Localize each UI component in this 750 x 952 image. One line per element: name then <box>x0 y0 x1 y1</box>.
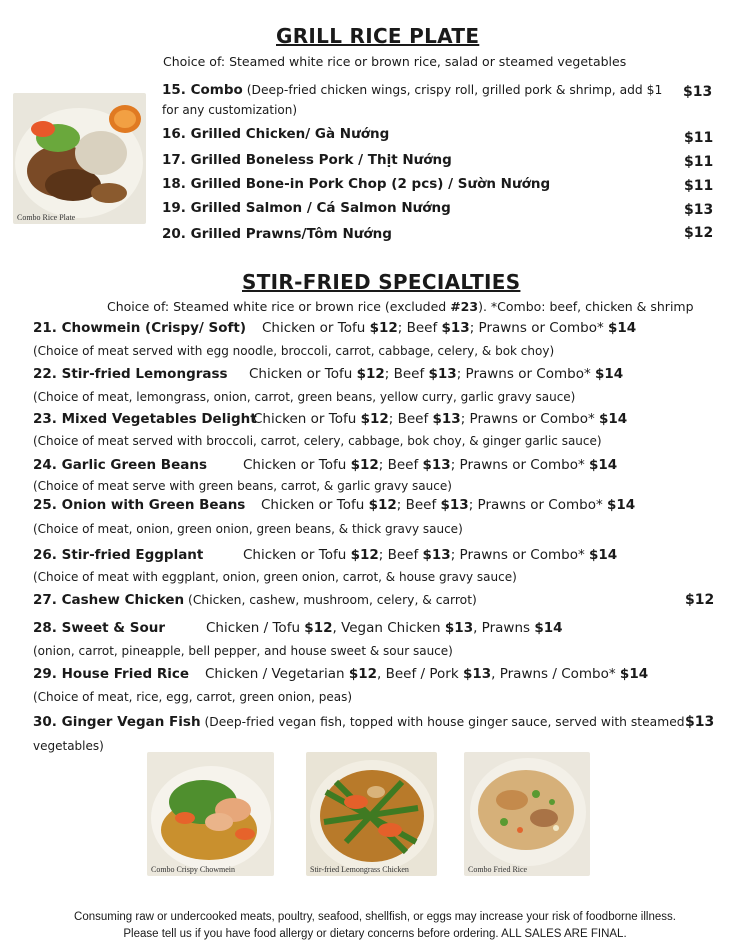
menu-item-30-name: 30. Ginger Vegan Fish <box>33 714 201 730</box>
price-c: $14 <box>589 547 618 563</box>
menu-item-17-name: 17. Grilled Boneless Pork / Thịt Nướng <box>162 152 452 168</box>
menu-item-27-price: $12 <box>685 592 715 608</box>
price-a: $12 <box>360 411 389 427</box>
menu-item-15-desc-cont: for any customization) <box>162 103 298 117</box>
price-a: $12 <box>369 320 398 336</box>
menu-item-22-options <box>249 366 623 382</box>
opt-b: , Vegan Chicken <box>332 620 445 636</box>
menu-item-29-name: 29. House Fried Rice <box>33 666 190 682</box>
menu-item-15 <box>162 82 662 98</box>
menu-item-27-name: 27. Cashew Chicken <box>33 592 185 608</box>
price-b: $13 <box>441 320 470 336</box>
menu-item-17-price: $11 <box>684 154 714 170</box>
price-c: $14 <box>599 411 628 427</box>
stirfry-choice-a: Choice of: Steamed white rice or brown rice (excluded <box>107 299 451 314</box>
menu-item-19-price: $13 <box>684 202 714 218</box>
grill-section-title: GRILL RICE PLATE <box>276 24 480 48</box>
opt-a: Chicken or Tofu <box>253 411 361 427</box>
price-a: $12 <box>350 457 379 473</box>
menu-item-28-desc: (onion, carrot, pineapple, bell pepper, and house sweet & sour sauce) <box>33 644 453 658</box>
opt-b: ; Beef <box>397 320 442 336</box>
menu-item-18-name: 18. Grilled Bone-in Pork Chop (2 pcs) / Sườn Nướng <box>162 176 551 192</box>
menu-item-25-desc: (Choice of meat, onion, green onion, green beans, & thick gravy sauce) <box>33 522 463 536</box>
photo-caption-1: Combo Crispy Chowmein <box>151 865 236 874</box>
menu-item-21-desc: (Choice of meat served with egg noodle, broccoli, carrot, cabbage, celery, & bok choy) <box>33 344 555 358</box>
opt-a: Chicken or Tofu <box>262 320 370 336</box>
price-b: $13 <box>444 620 474 636</box>
opt-b: ; Beef <box>384 366 429 382</box>
price-a: $12 <box>348 666 378 682</box>
menu-item-18-price: $11 <box>684 178 714 194</box>
menu-item-16-name: 16. Grilled Chicken/ Gà Nướng <box>162 126 390 142</box>
menu-item-20 <box>162 226 392 242</box>
menu-item-22 <box>33 366 228 382</box>
menu-item-30-desc: (Deep-fried vegan fish, topped with house ginger sauce, served with steamed <box>200 715 685 729</box>
price-b: $13 <box>462 666 492 682</box>
price-a: $12 <box>350 547 379 563</box>
opt-a: Chicken / Tofu <box>206 620 305 636</box>
menu-item-25-name: 25. Onion with Green Beans <box>33 497 246 513</box>
opt-c: , Prawns <box>473 620 535 636</box>
menu-item-17 <box>162 152 452 168</box>
menu-item-20-name: 20. Grilled Prawns/Tôm Nướng <box>162 226 392 242</box>
menu-item-24 <box>33 457 207 473</box>
opt-b: , Beef / Pork <box>377 666 463 682</box>
menu-item-19 <box>162 200 451 216</box>
opt-c: ; Prawns or Combo* <box>468 497 607 513</box>
opt-a: Chicken or Tofu <box>243 457 351 473</box>
menu-item-22-name: 22. Stir-fried Lemongrass <box>33 366 228 382</box>
price-c: $14 <box>589 457 618 473</box>
opt-b: ; Beef <box>388 411 433 427</box>
opt-a: Chicken or Tofu <box>249 366 357 382</box>
opt-c: ; Prawns or Combo* <box>469 320 608 336</box>
stirfry-choice-c: ). *Combo: beef, chicken & shrimp <box>478 299 694 314</box>
menu-item-15-desc: (Deep-fried chicken wings, crispy roll, grilled pork & shrimp, add $1 <box>242 83 663 97</box>
menu-item-15-price: $13 <box>683 84 713 100</box>
opt-c: ; Prawns or Combo* <box>450 457 589 473</box>
menu-item-20-price: $12 <box>684 225 714 241</box>
menu-item-26-desc: (Choice of meat with eggplant, onion, green onion, carrot, & house gravy sauce) <box>33 570 517 584</box>
menu-item-16 <box>162 126 389 142</box>
menu-item-25 <box>33 497 245 513</box>
price-b: $13 <box>422 547 451 563</box>
menu-item-29 <box>33 666 189 682</box>
stirfry-section-title: STIR-FRIED SPECIALTIES <box>242 270 521 294</box>
menu-item-28-name: 28. Sweet & Sour <box>33 620 166 636</box>
stirfry-choice-excluded: #23 <box>450 299 479 314</box>
opt-c: ; Prawns or Combo* <box>450 547 589 563</box>
menu-item-21-options <box>262 320 636 336</box>
menu-item-21-name: 21. Chowmein (Crispy/ Soft) <box>33 320 247 336</box>
opt-c: , Prawns / Combo* <box>491 666 620 682</box>
menu-item-23 <box>33 411 257 427</box>
menu-item-29-desc: (Choice of meat, rice, egg, carrot, green onion, peas) <box>33 690 353 704</box>
footer-disclaimer-1: Consuming raw or undercooked meats, poultry, seafood, shellfish, or eggs may increase your risk of foodborne illness. <box>74 911 676 923</box>
menu-item-23-options <box>253 411 627 427</box>
opt-a: Chicken or Tofu <box>261 497 369 513</box>
menu-item-29-options <box>205 666 648 682</box>
price-b: $13 <box>422 457 451 473</box>
price-c: $14 <box>608 320 637 336</box>
price-c: $14 <box>619 666 649 682</box>
menu-item-30 <box>33 714 685 730</box>
photo-caption-2: Stir-fried Lemongrass Chicken <box>310 865 409 874</box>
stirfry-choice-note <box>107 299 694 314</box>
menu-item-25-options <box>261 497 635 513</box>
menu-item-26 <box>33 547 203 563</box>
menu-item-27 <box>33 592 477 608</box>
price-c: $14 <box>607 497 636 513</box>
menu-item-24-name: 24. Garlic Green Beans <box>33 457 207 473</box>
menu-item-28 <box>33 620 165 636</box>
footer-disclaimer-2: Please tell us if you have food allergy or dietary concerns before ordering. ALL SALES ARE FINAL. <box>123 928 627 940</box>
price-b: $13 <box>428 366 457 382</box>
photo-combo-fried-rice <box>464 752 590 876</box>
menu-item-24-options <box>243 457 617 473</box>
menu-item-24-desc: (Choice of meat serve with green beans, carrot, & garlic gravy sauce) <box>33 479 452 493</box>
menu-item-26-name: 26. Stir-fried Eggplant <box>33 547 204 563</box>
price-a: $12 <box>368 497 397 513</box>
price-a: $12 <box>304 620 333 636</box>
menu-item-27-desc: (Chicken, cashew, mushroom, celery, & carrot) <box>184 593 477 607</box>
photo-caption-3: Combo Fried Rice <box>468 865 528 874</box>
opt-a: Chicken or Tofu <box>243 547 351 563</box>
menu-item-30-price: $13 <box>685 714 715 730</box>
opt-b: ; Beef <box>378 457 423 473</box>
grill-photo-caption: Combo Rice Plate <box>17 213 76 222</box>
menu-item-28-options <box>206 620 563 636</box>
opt-a: Chicken / Vegetarian <box>205 666 349 682</box>
price-a: $12 <box>356 366 385 382</box>
grill-choice-note: Choice of: Steamed white rice or brown rice, salad or steamed vegetables <box>163 54 627 69</box>
price-c: $14 <box>534 620 563 636</box>
price-c: $14 <box>595 366 624 382</box>
menu-item-26-options <box>243 547 617 563</box>
grill-combo-photo <box>13 93 146 224</box>
menu-item-30-desc-cont: vegetables) <box>33 739 104 753</box>
menu-item-21 <box>33 320 246 336</box>
menu-item-23-name: 23. Mixed Vegetables Delight <box>33 411 257 427</box>
opt-b: ; Beef <box>378 547 423 563</box>
menu-item-22-desc: (Choice of meat, lemongrass, onion, carrot, green beans, yellow curry, garlic gravy sauce) <box>33 390 576 404</box>
opt-b: ; Beef <box>396 497 441 513</box>
opt-c: ; Prawns or Combo* <box>456 366 595 382</box>
menu-item-18 <box>162 176 550 192</box>
menu-item-15-name: 15. Combo <box>162 82 243 98</box>
menu-item-19-name: 19. Grilled Salmon / Cá Salmon Nướng <box>162 200 451 216</box>
price-b: $13 <box>440 497 469 513</box>
photo-crispy-chowmein <box>147 752 274 876</box>
photo-lemongrass-chicken <box>306 752 437 876</box>
price-b: $13 <box>432 411 461 427</box>
menu-item-23-desc: (Choice of meat served with broccoli, carrot, celery, cabbage, bok choy, & ginger garlic sauce) <box>33 434 602 448</box>
opt-c: ; Prawns or Combo* <box>460 411 599 427</box>
menu-item-16-price: $11 <box>684 130 714 146</box>
